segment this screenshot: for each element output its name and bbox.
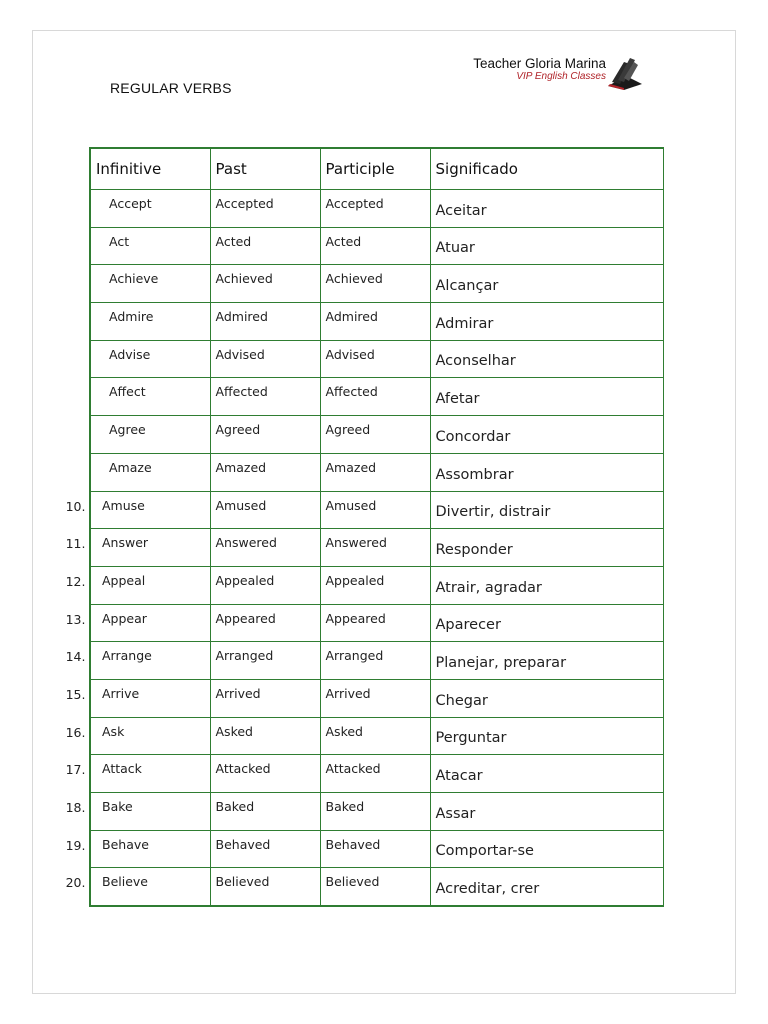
table-row <box>90 303 663 341</box>
cell-past: Amused <box>210 491 320 529</box>
cell-past: Amazed <box>210 453 320 491</box>
table-row <box>90 378 663 416</box>
cell-past: Achieved <box>210 265 320 303</box>
cell-participle: Advised <box>320 340 430 378</box>
cell-significado: Atrair, agradar <box>430 566 663 604</box>
table-row <box>90 453 663 491</box>
cell-participle: Behaved <box>320 830 430 868</box>
cell-infinitive <box>65 529 210 567</box>
table-row <box>90 265 663 303</box>
cell-infinitive <box>65 793 210 831</box>
header-infinitive: Infinitive <box>90 148 210 190</box>
table-row <box>90 868 663 906</box>
cell-significado: Chegar <box>430 679 663 717</box>
cell-past: Appealed <box>210 566 320 604</box>
row-number: 11. <box>65 536 86 552</box>
cell-infinitive <box>90 190 210 228</box>
infinitive-text: Answer <box>102 535 149 551</box>
infinitive-text: Achieve <box>109 271 159 287</box>
table-row <box>90 642 663 680</box>
brand-header <box>450 56 650 92</box>
book-stack-icon <box>604 56 644 90</box>
cell-significado: Assombrar <box>430 453 663 491</box>
cell-participle: Admired <box>320 303 430 341</box>
cell-past: Appeared <box>210 604 320 642</box>
cell-past: Affected <box>210 378 320 416</box>
cell-significado: Alcançar <box>430 265 663 303</box>
cell-significado: Planejar, preparar <box>430 642 663 680</box>
infinitive-text: Accept <box>109 196 152 211</box>
cell-infinitive <box>90 265 210 303</box>
cell-infinitive <box>65 491 210 529</box>
table-row <box>90 604 663 642</box>
cell-infinitive <box>65 679 210 717</box>
cell-participle: Achieved <box>320 265 430 303</box>
cell-past: Accepted <box>210 190 320 228</box>
cell-participle: Appeared <box>320 604 430 642</box>
cell-significado: Atuar <box>430 227 663 265</box>
row-number: 17. <box>65 762 86 778</box>
table-row <box>90 566 663 604</box>
row-number: 19. <box>65 837 86 853</box>
infinitive-text: Arrive <box>102 685 140 701</box>
infinitive-text: Act <box>109 233 130 249</box>
table-row <box>90 793 663 831</box>
cell-significado: Afetar <box>430 378 663 416</box>
infinitive-text: Behave <box>102 836 149 852</box>
brand-name: Teacher Gloria Marina <box>473 56 606 71</box>
cell-significado: Assar <box>430 793 663 831</box>
cell-participle: Believed <box>320 868 430 906</box>
cell-participle: Affected <box>320 378 430 416</box>
cell-infinitive <box>65 566 210 604</box>
cell-infinitive <box>90 227 210 265</box>
cell-participle: Arrived <box>320 679 430 717</box>
infinitive-text: Advise <box>109 346 151 362</box>
cell-significado: Perguntar <box>430 717 663 755</box>
infinitive-text: Appear <box>102 610 147 626</box>
cell-infinitive <box>90 340 210 378</box>
cell-significado: Aconselhar <box>430 340 663 378</box>
cell-past: Advised <box>210 340 320 378</box>
cell-past: Acted <box>210 227 320 265</box>
infinitive-text: Believe <box>102 874 148 890</box>
cell-participle: Agreed <box>320 416 430 454</box>
cell-significado: Aceitar <box>430 190 663 228</box>
cell-infinitive <box>90 303 210 341</box>
table-body <box>65 190 663 906</box>
cell-significado: Divertir, distrair <box>430 491 663 529</box>
cell-participle: Asked <box>320 717 430 755</box>
table-row <box>90 717 663 755</box>
infinitive-text: Bake <box>102 799 133 814</box>
table-row <box>90 529 663 567</box>
infinitive-text: Ask <box>102 723 125 739</box>
row-number: 13. <box>65 611 86 627</box>
cell-past: Attacked <box>210 755 320 793</box>
infinitive-text: Affect <box>109 384 146 400</box>
cell-participle: Amused <box>320 491 430 529</box>
cell-infinitive <box>65 717 210 755</box>
cell-past: Agreed <box>210 416 320 454</box>
table-row <box>90 830 663 868</box>
cell-infinitive <box>65 642 210 680</box>
cell-past: Arranged <box>210 642 320 680</box>
table-row <box>90 416 663 454</box>
cell-significado: Responder <box>430 529 663 567</box>
cell-significado: Concordar <box>430 416 663 454</box>
row-number: 20. <box>65 875 86 891</box>
cell-participle: Baked <box>320 793 430 831</box>
cell-participle: Arranged <box>320 642 430 680</box>
cell-infinitive <box>65 755 210 793</box>
cell-infinitive <box>65 830 210 868</box>
cell-participle: Acted <box>320 227 430 265</box>
cell-infinitive <box>90 378 210 416</box>
table-row <box>90 679 663 717</box>
cell-participle: Accepted <box>320 190 430 228</box>
row-number: 18. <box>65 800 86 815</box>
header-past: Past <box>210 148 320 190</box>
row-number: 12. <box>65 573 86 589</box>
cell-past: Answered <box>210 529 320 567</box>
cell-past: Asked <box>210 717 320 755</box>
infinitive-text: Attack <box>102 761 142 777</box>
cell-past: Baked <box>210 793 320 831</box>
cell-participle: Appealed <box>320 566 430 604</box>
cell-participle: Attacked <box>320 755 430 793</box>
infinitive-text: Admire <box>109 309 154 325</box>
row-number: 16. <box>65 724 86 740</box>
table-row <box>90 190 663 228</box>
cell-participle: Amazed <box>320 453 430 491</box>
cell-infinitive <box>90 453 210 491</box>
row-number: 10. <box>65 498 86 514</box>
cell-significado: Comportar-se <box>430 830 663 868</box>
cell-past: Believed <box>210 868 320 906</box>
cell-significado: Aparecer <box>430 604 663 642</box>
cell-significado: Admirar <box>430 303 663 341</box>
infinitive-text: Arrange <box>102 648 152 664</box>
cell-participle: Answered <box>320 529 430 567</box>
table-row <box>90 340 663 378</box>
cell-infinitive <box>65 604 210 642</box>
cell-infinitive <box>65 868 210 906</box>
infinitive-text: Amaze <box>109 459 152 475</box>
cell-past: Admired <box>210 303 320 341</box>
header-significado: Significado <box>430 148 663 190</box>
brand-subtitle: VIP English Classes <box>516 71 606 82</box>
regular-verbs-table <box>65 147 664 907</box>
cell-infinitive <box>90 416 210 454</box>
infinitive-text: Appeal <box>102 572 146 588</box>
table-row <box>90 491 663 529</box>
table-row <box>90 755 663 793</box>
document-title: REGULAR VERBS <box>110 80 232 96</box>
cell-significado: Atacar <box>430 755 663 793</box>
infinitive-text: Agree <box>109 422 146 438</box>
cell-past: Arrived <box>210 679 320 717</box>
infinitive-text: Amuse <box>102 497 145 513</box>
table-header-row <box>90 148 663 190</box>
row-number: 14. <box>65 649 86 665</box>
row-number: 15. <box>65 686 86 702</box>
cell-significado: Acreditar, crer <box>430 868 663 906</box>
cell-past: Behaved <box>210 830 320 868</box>
table-row <box>90 227 663 265</box>
header-participle: Participle <box>320 148 430 190</box>
